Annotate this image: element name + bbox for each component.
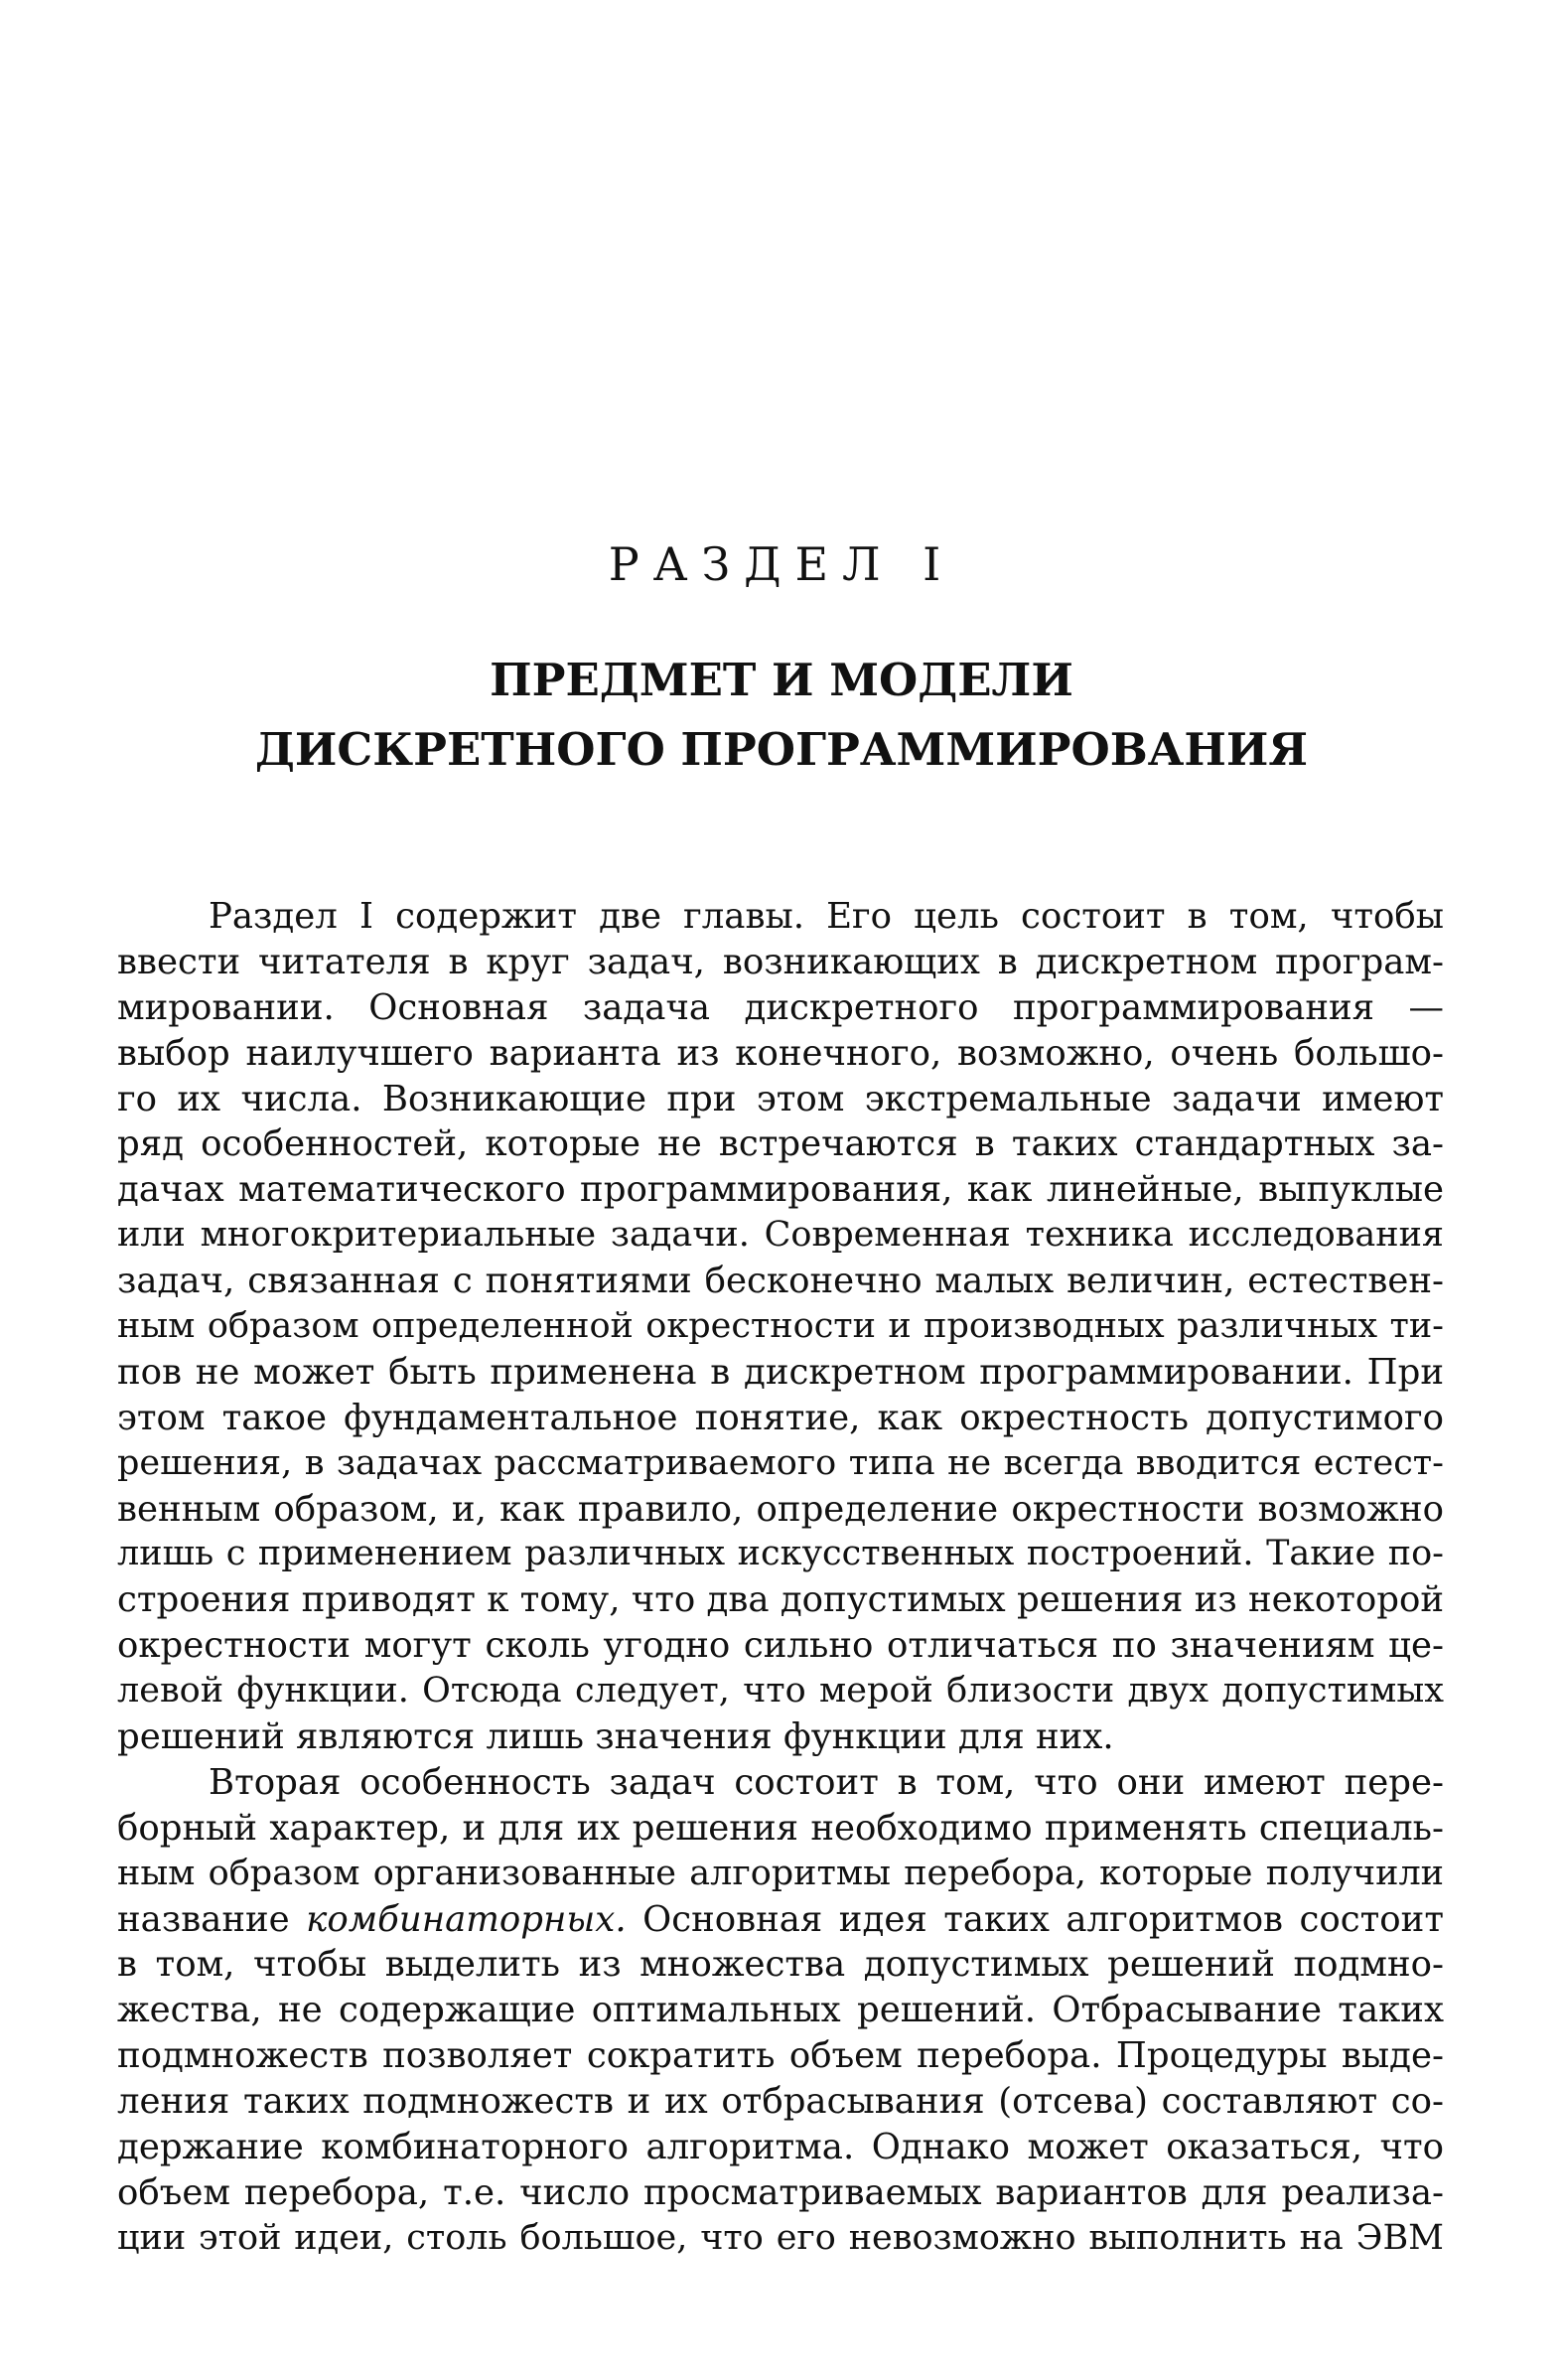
text-line: объем перебора, т.е. число просматриваемых вариантов для реализа- — [117, 2171, 1444, 2213]
body-text — [117, 894, 1444, 2262]
section-title-line-1: ПРЕДМЕТ И МОДЕЛИ — [490, 654, 1073, 706]
text-line: венным образом, и, как правило, определение окрестности возможно — [117, 1488, 1444, 1530]
text-line: выбор наилучшего варианта из конечного, возможно, очень большо- — [117, 1032, 1444, 1074]
text-line: лишь с применением различных искусственных построений. Такие по- — [117, 1534, 1444, 1574]
paragraph-2 — [117, 1760, 1444, 2262]
text-line: го их числа. Возникающие при этом экстремальные задачи имеют — [117, 1078, 1444, 1119]
text-line: окрестности могут сколь угодно сильно отличаться по значениям це- — [117, 1625, 1444, 1667]
text-line: дачах математического программирования, как линейные, выпуклые — [117, 1169, 1444, 1211]
text-line: жества, не содержащие оптимальных решений. Отбрасывание таких — [117, 1990, 1444, 2031]
emphasized-term: комбинаторных. — [306, 1898, 627, 1940]
text-line: строения приводят к тому, что два допустимых решения из некоторой — [117, 1579, 1445, 1621]
text-line: ления таких подмножеств и их отбрасывания (отсева) составляют со- — [117, 2081, 1444, 2123]
text-line: левой функции. Отсюда следует, что мерой близости двух допустимых — [117, 1671, 1444, 1711]
text-line: в том, чтобы выделить из множества допустимых решений подмно- — [117, 1944, 1444, 1986]
text-line: ввести читателя в круг задач, возникающих в дискретном програм- — [117, 941, 1444, 982]
text-line: этом такое фундаментальное понятие, как окрестность допустимого — [117, 1397, 1444, 1438]
text-line: ции этой идеи, столь большое, что его невозможно выполнить на ЭВМ — [117, 2217, 1444, 2258]
text-line: решений являются лишь значения функции для них. — [117, 1716, 1114, 1758]
section-title — [0, 646, 1563, 785]
text-line: Раздел I содержит две главы. Его цель состоит в том, чтобы — [209, 896, 1444, 937]
text-line: держание комбинаторного алгоритма. Однако может оказаться, что — [117, 2127, 1444, 2168]
text-line — [117, 1897, 1444, 1943]
text-line: подмножеств позволяет сократить объем перебора. Процедуры выде- — [117, 2035, 1444, 2077]
text-segment: название — [117, 1898, 307, 1940]
text-line: пов не может быть применена в дискретном программировании. При — [117, 1351, 1444, 1393]
text-line: борный характер, и для их решения необходимо применять специаль- — [117, 1807, 1444, 1849]
section-label: РАЗДЕЛ I — [608, 537, 955, 591]
text-line: задач, связанная с понятиями бесконечно малых величин, естествен- — [117, 1261, 1444, 1302]
text-line: решения, в задачах рассматриваемого типа не всегда вводится естест- — [117, 1442, 1444, 1483]
text-line: ным образом организованные алгоритмы перебора, которые получили — [117, 1853, 1444, 1893]
paragraph-1 — [117, 894, 1444, 1760]
text-line: Вторая особенность задач состоит в том, что они имеют пере- — [209, 1761, 1444, 1803]
text-line: ряд особенностей, которые не встречаются в таких стандартных за- — [117, 1123, 1444, 1165]
text-line: ным образом определенной окрестности и производных различных ти- — [117, 1306, 1444, 1347]
text-line: мировании. Основная задача дискретного программирования — — [117, 986, 1444, 1028]
text-segment: Основная идея таких алгоритмов состоит — [626, 1898, 1444, 1940]
text-line: или многокритериальные задачи. Современная техника исследования — [117, 1215, 1444, 1256]
section-title-line-2: ДИСКРЕТНОГО ПРОГРАММИРОВАНИЯ — [254, 723, 1309, 776]
